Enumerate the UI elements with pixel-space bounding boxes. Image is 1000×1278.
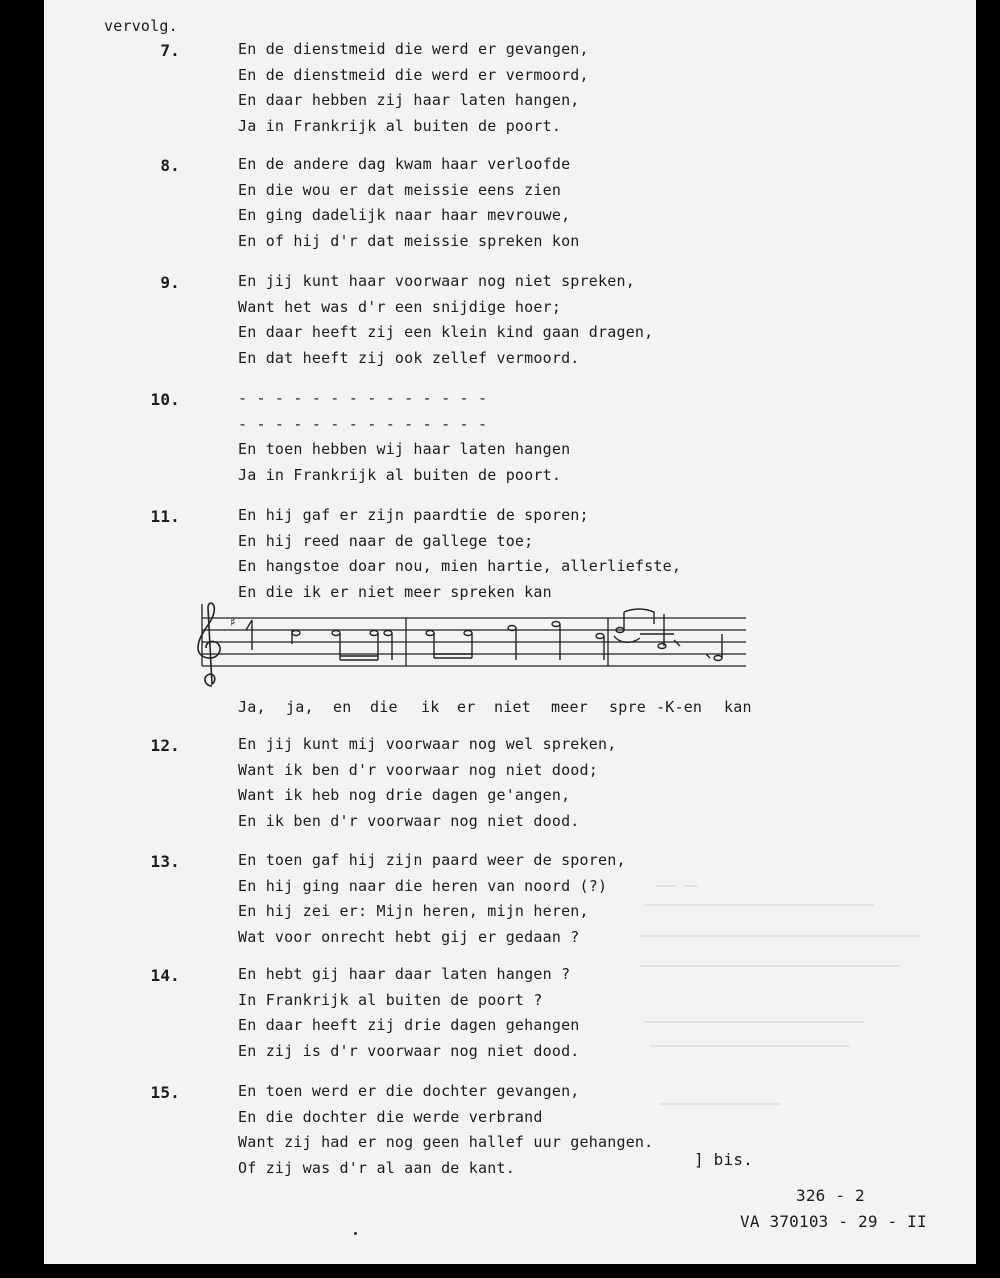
verse-line: En toen werd er die dochter gevangen,	[238, 1082, 580, 1100]
lyric-syllable: spre	[609, 698, 646, 716]
lyric-syllable: Ja,	[238, 698, 266, 716]
verse-line: Ja in Frankrijk al buiten de poort.	[238, 117, 562, 136]
sharp-sign-icon: ♯	[230, 615, 236, 629]
verse-line: En hangstoe doar nou, mien hartie, allerliefste,	[238, 557, 682, 576]
verse-line: Ja in Frankrijk al buiten de poort.	[238, 466, 562, 485]
lyric-syllable: en	[333, 698, 352, 716]
verse-line: En ging dadelijk naar haar mevrouwe,	[238, 206, 571, 225]
treble-clef-icon	[198, 603, 220, 686]
verse-line: En daar heeft zij een klein kind gaan dragen,	[238, 323, 654, 342]
lyric-syllable: ik	[421, 698, 440, 716]
verse-line: Want ik heb nog drie dagen ge'angen,	[238, 786, 571, 805]
verse-line: En toen gaf hij zijn paard weer de sporen,	[238, 851, 626, 869]
verse-line: En daar heeft zij drie dagen gehangen	[238, 1016, 580, 1035]
verse-number: 14.	[150, 966, 180, 985]
verse-line: En daar hebben zij haar laten hangen,	[238, 91, 580, 110]
verse-line: En hij reed naar de gallege toe;	[238, 531, 534, 550]
verse-line: In Frankrijk al buiten de poort ?	[238, 990, 543, 1009]
verse-line: Want zij had er nog geen hallef uur gehangen.	[238, 1133, 654, 1152]
verse-line: Of zij was d'r al aan de kant.	[238, 1159, 515, 1178]
verse-number: 10.	[150, 390, 180, 409]
verse-line: En toen hebben wij haar laten hangen	[238, 440, 571, 459]
paper-speck	[354, 1232, 357, 1235]
lyric-syllable: meer	[551, 698, 588, 716]
verse-number: 7.	[160, 41, 180, 60]
lyric-syllable: niet	[494, 698, 531, 716]
verse-line: - - - - - - - - - - - - - -	[238, 414, 488, 433]
verse-line: En jij kunt haar voorwaar nog niet spreken,	[238, 272, 635, 290]
verse-line: En hij gaf er zijn paardtie de sporen;	[238, 506, 589, 524]
verse-line: En jij kunt mij voorwaar nog wel spreken,	[238, 735, 617, 753]
lyric-syllable: ja,	[286, 698, 314, 716]
verse-line: En hij zei er: Mijn heren, mijn heren,	[238, 902, 589, 921]
verse-number: 12.	[150, 736, 180, 755]
verse-line: En de andere dag kwam haar verloofde	[238, 155, 571, 173]
verse-number: 13.	[150, 852, 180, 871]
verse-number: 11.	[150, 507, 180, 526]
lyric-syllable: -K-en	[656, 698, 703, 716]
verse-line: En dat heeft zij ook zellef vermoord.	[238, 349, 580, 368]
verse-line: Wat voor onrecht hebt gij er gedaan ?	[238, 928, 580, 947]
verse-line: En of hij d'r dat meissie spreken kon	[238, 232, 580, 251]
verse-line: Want het was d'r een snijdige hoer;	[238, 297, 562, 316]
verse-line: Want ik ben d'r voorwaar nog niet dood;	[238, 760, 598, 779]
archive-reference: VA 370103 - 29 - II	[740, 1212, 927, 1231]
verse-number: 9.	[160, 273, 180, 292]
document-page	[44, 0, 976, 1264]
verse-number: 8.	[160, 156, 180, 175]
lyric-syllable: die	[370, 698, 398, 716]
verse-line: - - - - - - - - - - - - - -	[238, 389, 488, 407]
verse-line: En hij ging naar die heren van noord (?)	[238, 876, 608, 895]
verse-number: 15.	[150, 1083, 180, 1102]
lyric-syllable: kan	[724, 698, 752, 716]
repeat-marker: ] bis.	[694, 1150, 753, 1169]
verse-line: En de dienstmeid die werd er gevangen,	[238, 40, 589, 58]
lyric-syllable: er	[457, 698, 476, 716]
verse-line: En ik ben d'r voorwaar nog niet dood.	[238, 812, 580, 831]
reference-number: 326 - 2	[796, 1186, 865, 1205]
verse-line: En de dienstmeid die werd er vermoord,	[238, 65, 589, 84]
music-staff	[194, 600, 754, 700]
verse-line: En die wou er dat meissie eens zien	[238, 180, 562, 199]
verse-line: En hebt gij haar daar laten hangen ?	[238, 965, 571, 983]
verse-line: En die dochter die werde verbrand	[238, 1107, 543, 1126]
verse-line: En die ik er niet meer spreken kan	[238, 583, 552, 602]
continuation-label: vervolg.	[104, 17, 178, 35]
verse-line: En zij is d'r voorwaar nog niet dood.	[238, 1042, 580, 1061]
